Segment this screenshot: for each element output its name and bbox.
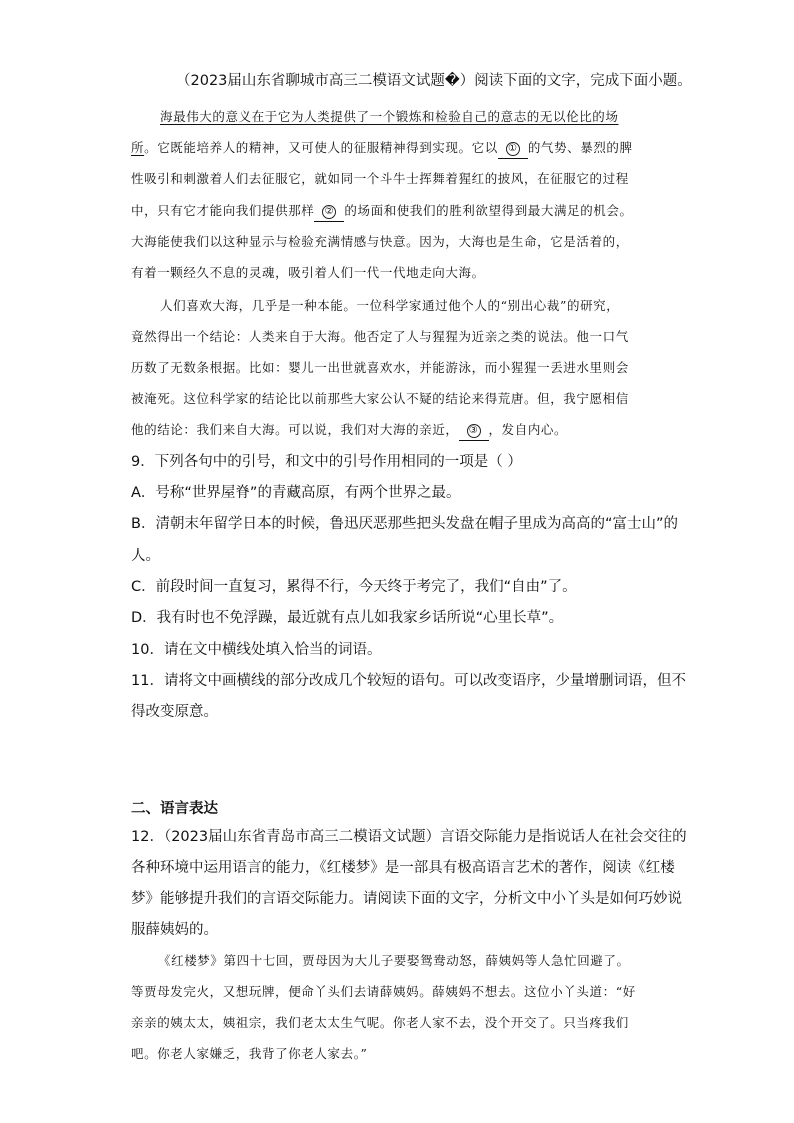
option-b: B．清朝末年留学日本的时候，鲁迅厌恶那些把头发盘在帽子里成为高高的“富士山”的	[131, 516, 678, 532]
blank-3	[459, 420, 489, 441]
passage-text: 。它既能培养人的精神，又可使人的征服精神得到实现。它以	[144, 140, 498, 155]
passage-line: 大海能使我们以这种显示与检验充满情感与快意。因为，大海也是生命，它是活着的，	[131, 234, 629, 249]
passage-text: 他的结论：我们来自大海。可以说，我们对大海的亲近，	[131, 422, 459, 437]
question-intro: （2023届山东省聊城市高三二模语文试题�）阅读下面的文字，完成下面小题。	[176, 73, 692, 89]
passage-line: 《红楼梦》第四十七回，贾母因为大儿子要娶鸳鸯动怒，薛姨妈等人急忙回避了。	[158, 953, 630, 968]
passage-line: 被淹死。这位科学家的结论比以前那些大家公认不疑的结论来得荒唐。但，我宁愿相信	[131, 391, 629, 406]
option-b-cont: 人。	[131, 548, 160, 564]
passage-line	[131, 420, 567, 441]
passage-line	[131, 138, 633, 159]
blank-1	[498, 138, 528, 159]
question-stem: 12．（2023届山东省青岛市高三二模语文试题）言语交际能力是指说话人在社会交往的	[131, 829, 687, 845]
option-a: A．号称“世界屋脊”的青藏高原，有两个世界之最。	[131, 485, 461, 501]
question-stem: 服薛姨妈的。	[131, 922, 218, 938]
passage-line	[131, 201, 633, 222]
passage-line: 亲亲的姨太太，姨祖宗，我们老太太生气呢。你老人家不去，没个开交了。只当疼我们	[131, 1015, 629, 1030]
option-c: C．前段时间一直复习，累得不行，今天终于考完了，我们“自由”了。	[131, 579, 577, 595]
blank-2	[314, 201, 344, 222]
question-stem: 各种环境中运用语言的能力，《红楼梦》是一部具有极高语言艺术的著作，阅读《红楼	[131, 860, 675, 876]
passage-line: 历数了无数条根据。比如：婴儿一出世就喜欢水，并能游泳，而小猩猩一丢进水里则会	[131, 360, 629, 375]
passage-text: 的场面和使我们的胜利欲望得到最大满足的机会。	[344, 203, 633, 218]
passage-text: ，发自内心。	[488, 422, 568, 437]
question-10: 10．请在文中横线处填入恰当的词语。	[131, 642, 382, 658]
passage-line: 等贾母发完火，又想玩牌，便命丫头们去请薛姨妈。薛姨妈不想去。这位小丫头道：“好	[131, 984, 636, 999]
underlined-sentence-end: 所	[131, 140, 145, 155]
section-heading: 二、语言表达	[131, 801, 218, 817]
question-11: 11．请将文中画横线的部分改成几个较短的语句。可以改变语序，少量增删词语，但不	[131, 673, 686, 689]
passage-line: 人们喜欢大海，几乎是一种本能。一位科学家通过他个人的“别出心裁”的研究，	[160, 298, 620, 313]
passage-text: 的气势、暴烈的脾	[527, 140, 633, 155]
passage-text: 中，只有它才能向我们提供那样	[131, 203, 315, 218]
question-11-cont: 得改变原意。	[131, 704, 218, 720]
blank-marker-1: ①	[506, 142, 520, 156]
question-stem: 9．下列各句中的引号，和文中的引号作用相同的一项是（ ）	[131, 454, 522, 470]
option-d: D．我有时也不免浮躁，最近就有点儿如我家乡话所说“心里长草”。	[131, 610, 564, 626]
passage-line: 有着一颗经久不息的灵魂，吸引着人们一代一代地走向大海。	[131, 265, 485, 280]
passage-line: 性吸引和刺激着人们去征服它，就如同一个斗牛士挥舞着猩红的披风，在征服它的过程	[131, 171, 629, 186]
blank-marker-3: ③	[467, 424, 481, 438]
question-stem: 梦》能够提升我们的言语交际能力。请阅读下面的文字，分析文中小丫头是如何巧妙说	[131, 891, 682, 907]
passage-line: 吧。你老人家嫌乏，我背了你老人家去。”	[131, 1046, 368, 1061]
passage-line	[160, 107, 619, 127]
blank-marker-2: ②	[322, 205, 336, 219]
passage-line: 竟然得出一个结论：人类来自于大海。他否定了人与猩猩为近亲之类的说法。他一口气	[131, 329, 629, 344]
underlined-sentence: 海最伟大的意义在于它为人类提供了一个锻炼和检验自己的意志的无以伦比的场	[160, 109, 619, 124]
